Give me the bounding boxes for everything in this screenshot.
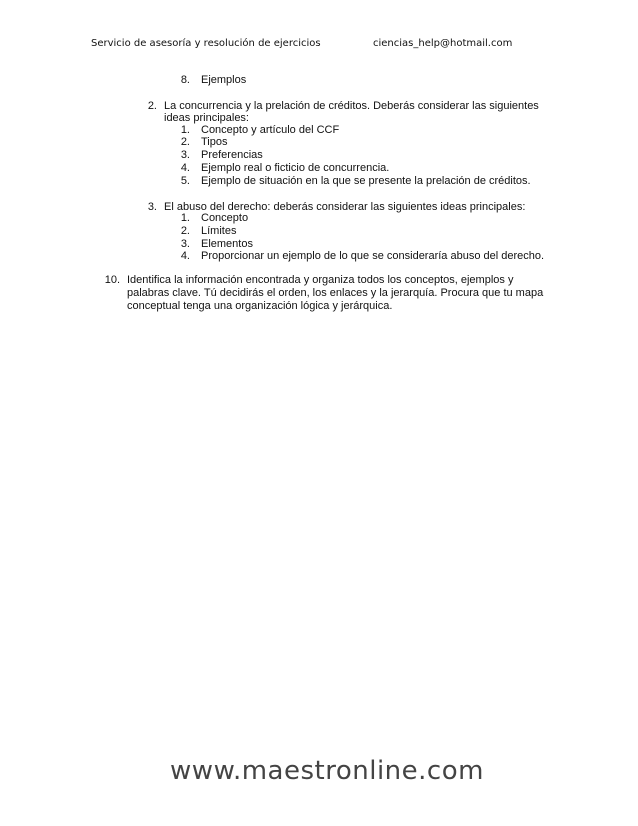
list-item-text: ideas principales: bbox=[164, 112, 249, 124]
sub-item-number: 4. bbox=[180, 162, 190, 174]
sub-item-number: 3. bbox=[180, 149, 190, 161]
sub-item-text: Preferencias bbox=[201, 149, 263, 161]
sub-item-number: 3. bbox=[180, 238, 190, 250]
sub-item-number: 5. bbox=[180, 175, 190, 187]
sub-item-number: 2. bbox=[180, 225, 190, 237]
sub-item-text: Elementos bbox=[201, 238, 253, 250]
list-item-text: conceptual tenga una organización lógica y jerárquica. bbox=[127, 300, 393, 312]
list-item-number: 3. bbox=[147, 201, 157, 213]
sub-item-number: 1. bbox=[180, 124, 190, 136]
header-service-title: Servicio de asesoría y resolución de ejercicios bbox=[91, 38, 321, 49]
list-item-text: Identifica la información encontrada y organiza todos los conceptos, ejemplos y bbox=[127, 274, 514, 286]
page-header bbox=[91, 38, 521, 54]
sub-item-number: 4. bbox=[180, 250, 190, 262]
list-item-text: Ejemplos bbox=[201, 74, 247, 86]
list-item-text: palabras clave. Tú decidirás el orden, los enlaces y la jerarquía. Procura que tu mapa bbox=[127, 287, 544, 299]
header-email: ciencias_help@hotmail.com bbox=[373, 38, 513, 49]
footer-website: www.maestronline.com bbox=[170, 756, 484, 786]
list-item-text: El abuso del derecho: deberás considerar las siguientes ideas principales: bbox=[164, 201, 526, 213]
sub-item-text: Tipos bbox=[201, 136, 228, 148]
sub-item-text: Concepto bbox=[201, 212, 249, 224]
sub-item-number: 2. bbox=[180, 136, 190, 148]
sub-item-text: Ejemplo real o ficticio de concurrencia. bbox=[201, 162, 390, 174]
sub-item-text: Proporcionar un ejemplo de lo que se consideraría abuso del derecho. bbox=[201, 250, 545, 262]
sub-item-text: Concepto y artículo del CCF bbox=[201, 124, 340, 136]
list-item-number: 10. bbox=[104, 274, 120, 286]
list-item-text: La concurrencia y la prelación de créditos. Deberás considerar las siguientes bbox=[164, 100, 539, 112]
list-item-number: 2. bbox=[147, 100, 157, 112]
sub-item-text: Límites bbox=[201, 225, 237, 237]
sub-item-text: Ejemplo de situación en la que se presente la prelación de créditos. bbox=[201, 175, 531, 187]
list-item-number: 8. bbox=[180, 74, 190, 86]
sub-item-number: 1. bbox=[180, 212, 190, 224]
